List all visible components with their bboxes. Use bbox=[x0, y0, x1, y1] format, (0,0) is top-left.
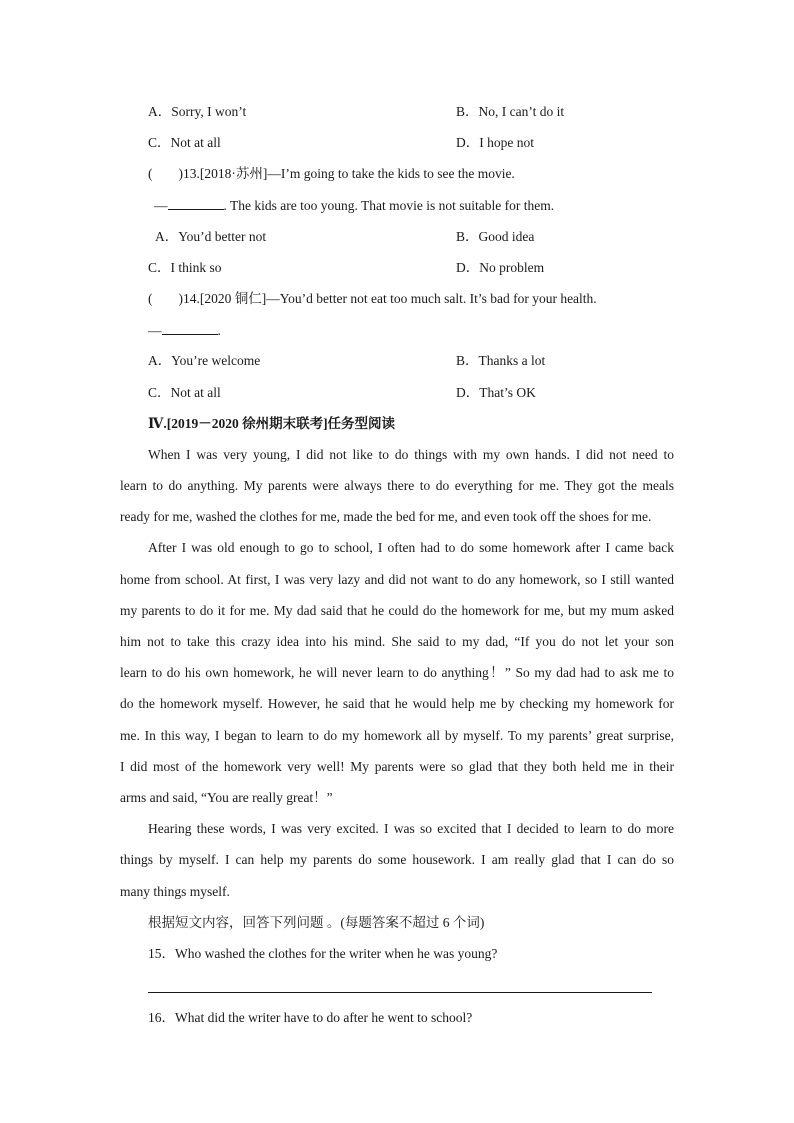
passage-line: When I was very young, I did not like to do things with my own hands. I did not need to bbox=[148, 447, 674, 462]
q14-bracket-open: ( bbox=[148, 291, 153, 306]
q14-option-b[interactable]: B．Thanks a lot bbox=[456, 353, 546, 368]
q14-blank[interactable] bbox=[162, 321, 218, 335]
q14-option-a[interactable]: A．You’re welcome bbox=[148, 353, 261, 368]
passage-line: ready for me, washed the clothes for me, made the bed for me, and even took off the shoes for me. bbox=[120, 509, 652, 524]
q14-stem bbox=[148, 290, 597, 308]
q14-option-c[interactable]: C．Not at all bbox=[148, 385, 221, 400]
section-heading: Ⅳ.[2019－2020 徐州期末联考]任务型阅读 bbox=[148, 416, 396, 431]
passage-line: him not to take this crazy idea into his mind. She said to my dad, “If you do not let your son bbox=[120, 634, 674, 649]
passage-line: Hearing these words, I was very excited. I was so excited that I decided to learn to do more bbox=[148, 821, 674, 836]
q14-prompt: )14.[2020 铜仁]—You’d better not eat too much salt. It’s bad for your health. bbox=[178, 291, 597, 306]
q12-option-a[interactable]: A．Sorry, I won’t bbox=[148, 104, 247, 119]
passage-line: After I was old enough to go to school, I often had to do some homework after I came back bbox=[148, 540, 674, 555]
passage-line: learn to do anything. My parents were always there to do everything for me. They got the meals bbox=[120, 478, 674, 493]
q14-option-d[interactable]: D．That’s OK bbox=[456, 385, 536, 400]
passage-line: me. In this way, I began to learn to do my homework all by myself. To my parents’ great surprise, bbox=[120, 728, 674, 743]
q13-option-a[interactable]: A．You’d better not bbox=[155, 229, 267, 244]
q13-response-text: . The kids are too young. That movie is not suitable for them. bbox=[223, 198, 555, 213]
q13-blank[interactable] bbox=[168, 196, 224, 210]
q16-text: 16．What did the writer have to do after he went to school? bbox=[148, 1010, 473, 1025]
q13-dash: — bbox=[154, 198, 168, 213]
q15-answer-line[interactable] bbox=[148, 992, 652, 993]
q15-text: 15．Who washed the clothes for the writer when he was young? bbox=[148, 946, 498, 961]
q13-option-b[interactable]: B．Good idea bbox=[456, 229, 535, 244]
q13-prompt: )13.[2018·苏州]—I’m going to take the kids to see the movie. bbox=[178, 166, 515, 181]
q13-response bbox=[154, 196, 554, 215]
q12-option-d[interactable]: D．I hope not bbox=[456, 135, 534, 150]
q12-option-b[interactable]: B．No, I can’t do it bbox=[456, 104, 565, 119]
passage-line: home from school. At first, I was very lazy and did not want to do any homework, so I still wanted bbox=[120, 572, 674, 587]
q13-option-c[interactable]: C．I think so bbox=[148, 260, 222, 275]
passage-line: I did most of the homework very well! My parents were so glad that they both held me in their bbox=[120, 759, 674, 774]
passage-line: arms and said, “You are really great！” bbox=[120, 790, 333, 805]
q13-option-d[interactable]: D．No problem bbox=[456, 260, 545, 275]
passage-line: things by myself. I can help my parents do some housework. I am really glad that I can do so bbox=[120, 852, 674, 867]
q13-stem bbox=[148, 165, 515, 183]
passage-line: do the homework myself. However, he said that he would help me by checking my homework for bbox=[120, 696, 674, 711]
q14-response bbox=[148, 321, 221, 340]
passage-line: many things myself. bbox=[120, 884, 230, 899]
q13-bracket-open: ( bbox=[148, 166, 153, 181]
q14-response-text: . bbox=[217, 323, 221, 338]
q12-option-c[interactable]: C．Not at all bbox=[148, 135, 221, 150]
q14-dash: — bbox=[148, 323, 162, 338]
passage-line: learn to do his own homework, he will never learn to do anything！” So my dad had to ask me to bbox=[120, 665, 674, 680]
instructions: 根据短文内容，回答下列问题 。(每题答案不超过 6 个词) bbox=[148, 915, 485, 930]
passage-line: my parents to do it for me. My dad said that he could do the homework for me, but my mum asked bbox=[120, 603, 674, 618]
